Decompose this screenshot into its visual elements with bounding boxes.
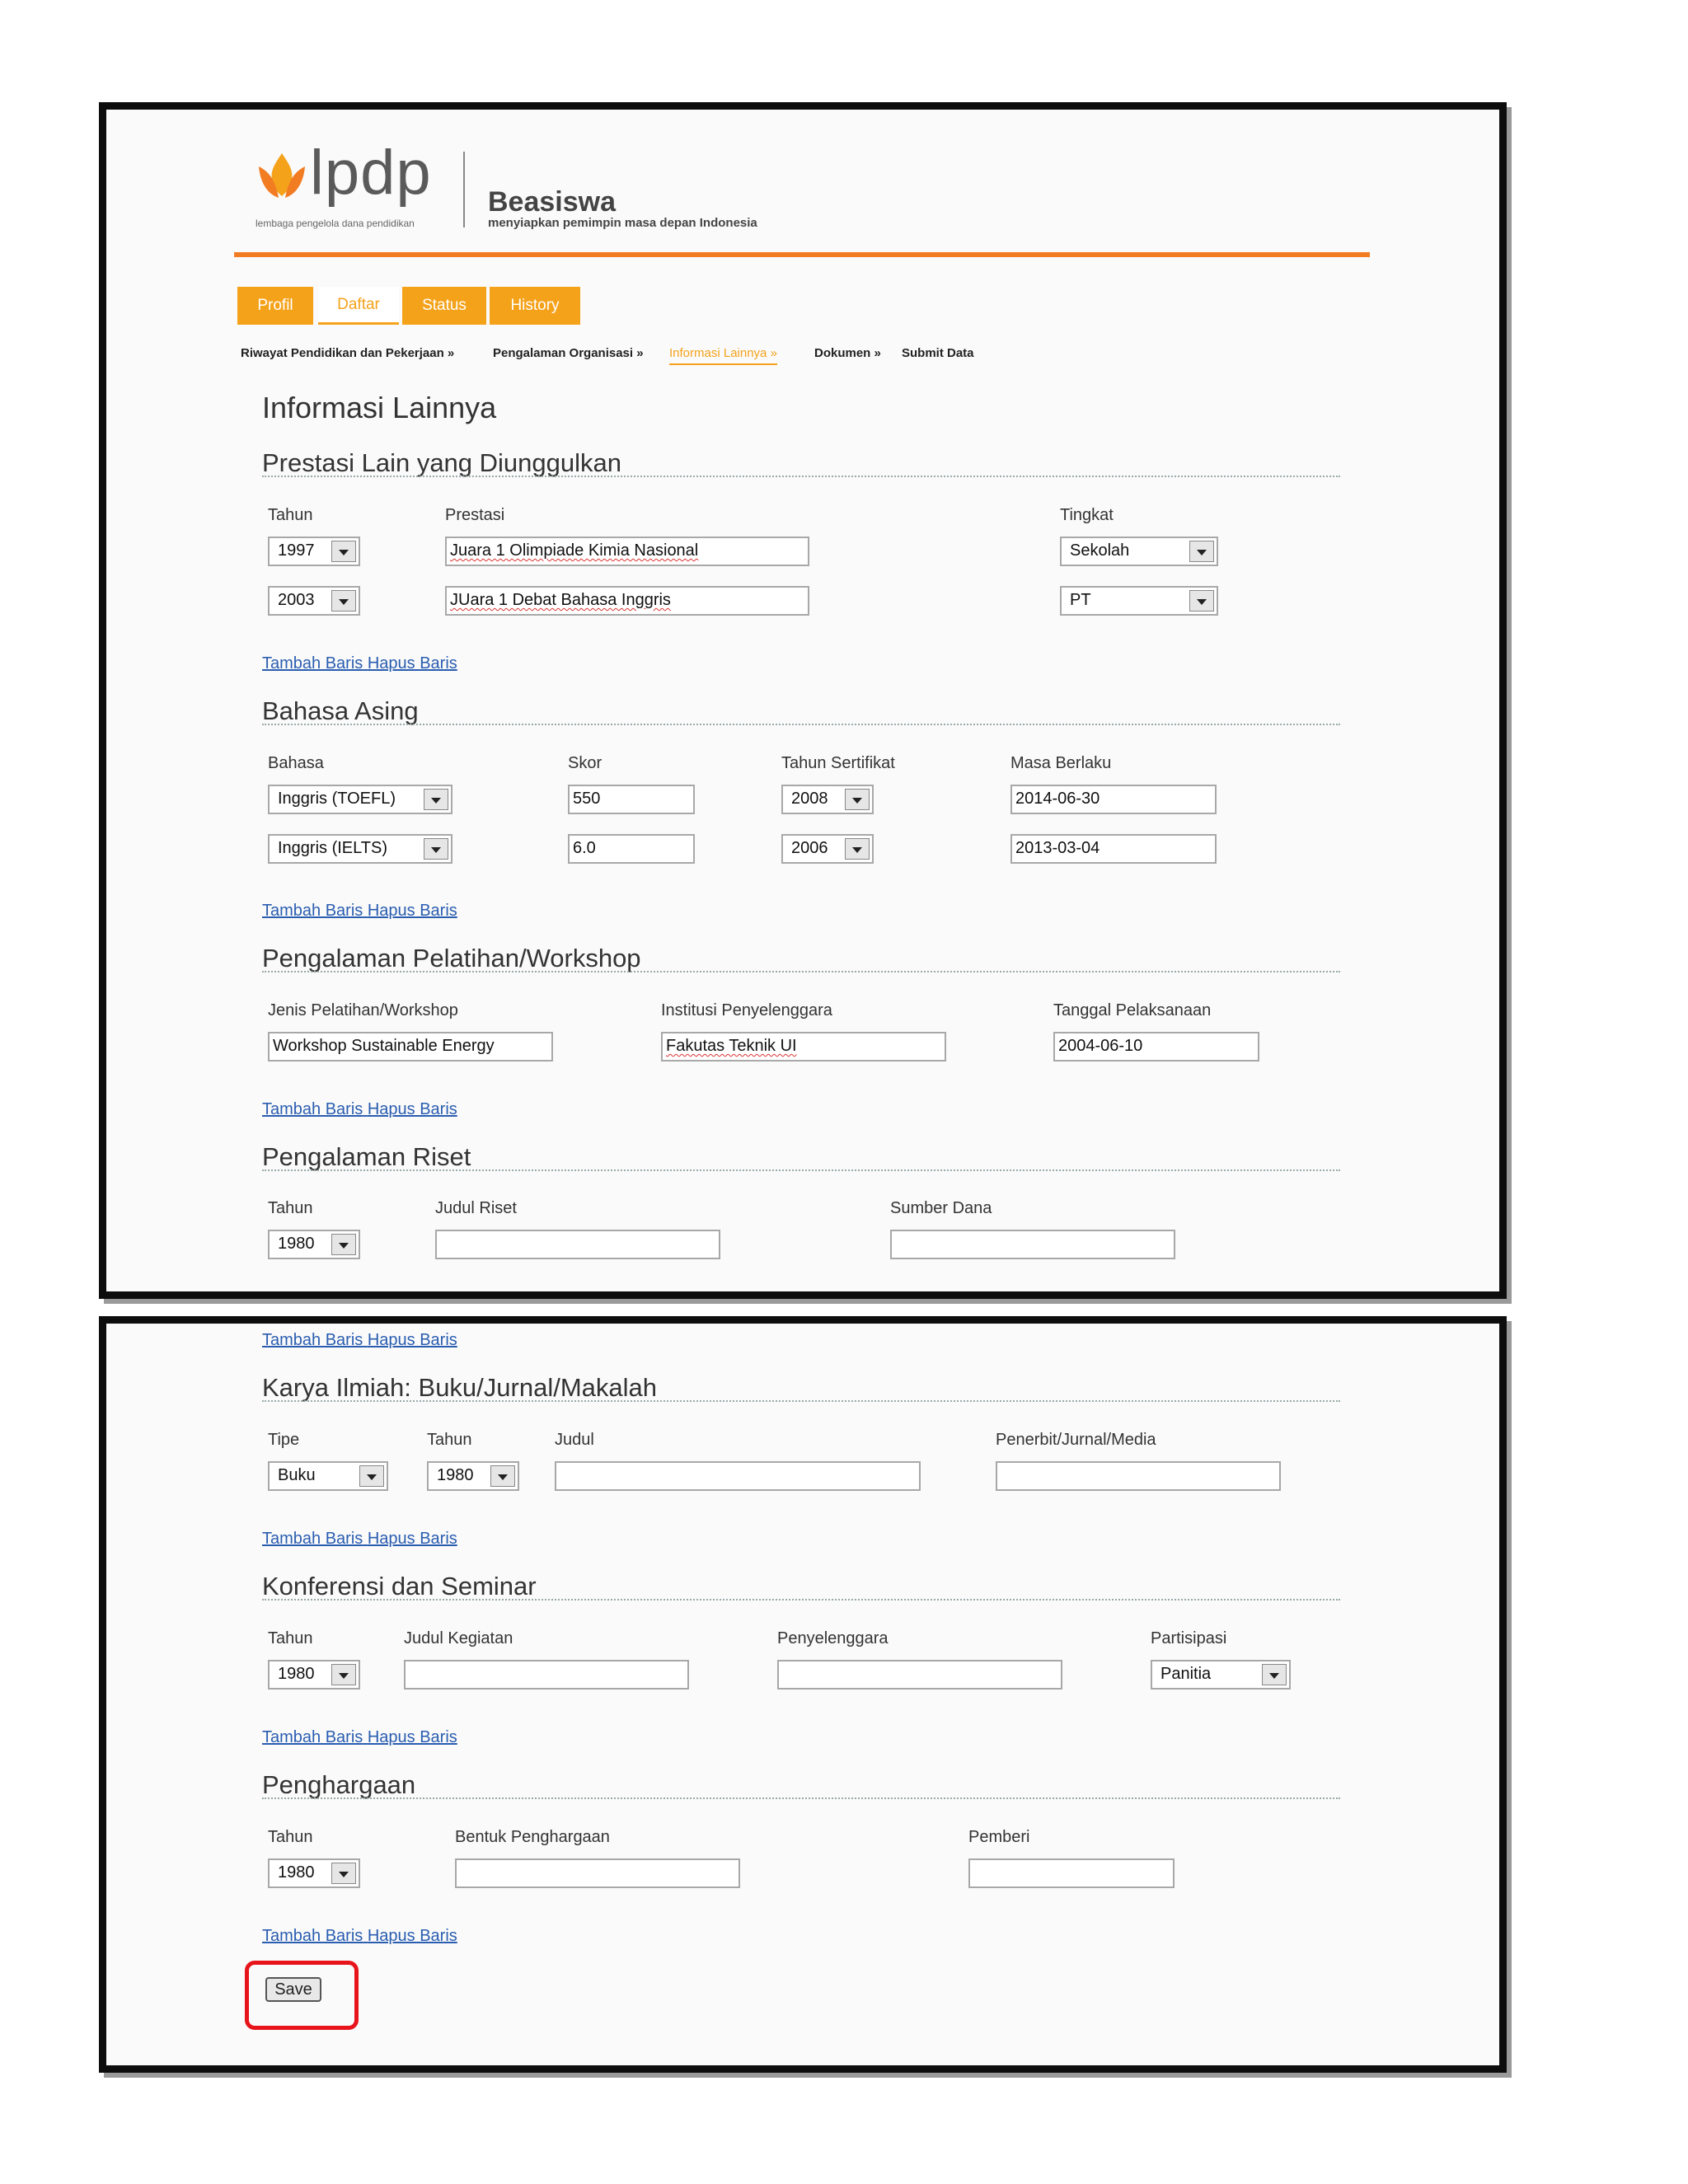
section-title-bahasa: Bahasa Asing <box>262 696 419 725</box>
select-value: 1980 <box>278 1235 315 1253</box>
tambah-baris-link[interactable]: Tambah Baris <box>262 1927 363 1945</box>
institusi-input[interactable] <box>661 1032 946 1062</box>
tab-label: Status <box>422 297 467 314</box>
dropdown-arrow-icon <box>331 1664 356 1685</box>
select-value: Inggris (TOEFL) <box>278 790 396 808</box>
dropdown-arrow-icon <box>1189 590 1214 612</box>
label-masa-berlaku: Masa Berlaku <box>1010 754 1112 772</box>
section-title-pelatihan: Pengalaman Pelatihan/Workshop <box>262 944 641 972</box>
logo-divider <box>463 152 465 227</box>
pelatihan-row-links <box>262 1100 457 1119</box>
masa-berlaku-input-2[interactable] <box>1010 834 1217 864</box>
label-tanggal: Tanggal Pelaksanaan <box>1053 1001 1212 1019</box>
pemberi-input[interactable] <box>968 1858 1175 1888</box>
input-value: 2013-03-04 <box>1015 839 1100 857</box>
tab-label: Daftar <box>337 295 380 313</box>
label-judul: Judul <box>555 1431 594 1449</box>
breadcrumb-informasi-lainnya[interactable]: Informasi Lainnya » <box>669 346 777 365</box>
select-value: Panitia <box>1160 1665 1212 1683</box>
tahun-sertifikat-select-2[interactable] <box>781 834 874 864</box>
bentuk-penghargaan-input[interactable] <box>455 1858 740 1888</box>
prestasi-name-input-2[interactable] <box>445 586 809 616</box>
bahasa-row-links <box>262 902 457 921</box>
save-button[interactable]: Save <box>265 1977 321 2002</box>
label-penerbit: Penerbit/Jurnal/Media <box>996 1431 1156 1449</box>
breadcrumb-submit-data[interactable]: Submit Data <box>902 346 974 360</box>
prestasi-tahun-select-2[interactable] <box>268 586 360 616</box>
section-divider <box>262 1599 1340 1601</box>
page-title: Informasi Lainnya <box>262 391 497 424</box>
input-value: 2004-06-10 <box>1058 1037 1143 1055</box>
breadcrumb-riwayat[interactable]: Riwayat Pendidikan dan Pekerjaan » <box>241 346 455 360</box>
riset-row-links <box>262 1331 457 1350</box>
tahun-sertifikat-select-1[interactable] <box>781 785 874 814</box>
hapus-baris-link[interactable]: Hapus Baris <box>367 1530 457 1548</box>
dropdown-arrow-icon <box>331 1863 356 1884</box>
tab-label: Profil <box>257 297 293 314</box>
select-value: 1997 <box>278 541 315 560</box>
label-judul-kegiatan: Judul Kegiatan <box>404 1629 513 1647</box>
select-value: 2008 <box>791 790 828 808</box>
tab-history[interactable] <box>490 287 580 325</box>
brand-title: Beasiswa <box>488 186 616 218</box>
lpdp-flame-logo-icon <box>252 148 312 208</box>
tab-daftar[interactable] <box>318 287 399 325</box>
section-divider <box>262 1400 1340 1402</box>
tab-status[interactable] <box>402 287 486 325</box>
dropdown-arrow-icon <box>845 789 870 810</box>
prestasi-tahun-select-1[interactable] <box>268 537 360 566</box>
dropdown-arrow-icon <box>1262 1664 1287 1685</box>
select-value: PT <box>1070 591 1091 609</box>
select-value: Buku <box>278 1466 316 1484</box>
label-tahun: Tahun <box>427 1431 472 1449</box>
skor-input-2[interactable] <box>568 834 695 864</box>
input-value: Workshop Sustainable Energy <box>273 1037 495 1055</box>
label-skor: Skor <box>568 754 603 772</box>
label-tahun: Tahun <box>268 1629 313 1647</box>
tambah-baris-link[interactable]: Tambah Baris <box>262 1331 363 1349</box>
breadcrumb-dokumen[interactable]: Dokumen » <box>814 346 881 360</box>
select-value: Inggris (IELTS) <box>278 839 387 857</box>
tambah-baris-link[interactable]: Tambah Baris <box>262 1728 363 1746</box>
label-pemberi: Pemberi <box>968 1828 1030 1846</box>
brand-subtitle: menyiapkan pemimpin masa depan Indonesia <box>488 216 757 230</box>
hapus-baris-link[interactable]: Hapus Baris <box>367 654 457 673</box>
tambah-baris-link[interactable]: Tambah Baris <box>262 1530 363 1548</box>
tambah-baris-link[interactable]: Tambah Baris <box>262 654 363 673</box>
section-title-riset: Pengalaman Riset <box>262 1142 471 1171</box>
select-value: 2003 <box>278 591 315 609</box>
label-institusi: Institusi Penyelenggara <box>661 1001 832 1019</box>
section-title-konferensi: Konferensi dan Seminar <box>262 1572 537 1601</box>
logo-text: lpdp <box>310 138 432 208</box>
dropdown-arrow-icon <box>845 838 870 860</box>
skor-input-1[interactable] <box>568 785 695 814</box>
penyelenggara-input[interactable] <box>777 1660 1062 1690</box>
label-judul-riset: Judul Riset <box>435 1199 517 1217</box>
konferensi-tahun-select[interactable] <box>268 1660 360 1690</box>
label-tipe: Tipe <box>268 1431 300 1449</box>
hapus-baris-link[interactable]: Hapus Baris <box>367 1927 457 1945</box>
label-sumber-dana: Sumber Dana <box>890 1199 992 1217</box>
penghargaan-tahun-select[interactable] <box>268 1858 360 1888</box>
label-partisipasi: Partisipasi <box>1151 1629 1227 1647</box>
tab-label: History <box>510 297 560 314</box>
label-tahun: Tahun <box>268 1828 313 1846</box>
input-value: 550 <box>573 790 601 808</box>
penghargaan-row-links <box>262 1927 457 1946</box>
section-title-prestasi: Prestasi Lain yang Diunggulkan <box>262 448 621 477</box>
input-value: JUara 1 Debat Bahasa Inggris <box>450 591 671 609</box>
label-tahun: Tahun <box>268 506 313 524</box>
karya-row-links <box>262 1530 457 1549</box>
select-value: Sekolah <box>1070 541 1130 560</box>
dropdown-arrow-icon <box>331 590 356 612</box>
section-divider <box>262 1797 1340 1799</box>
riset-tahun-select[interactable] <box>268 1230 360 1259</box>
bahasa-select-2[interactable] <box>268 834 452 864</box>
breadcrumb-organisasi[interactable]: Pengalaman Organisasi » <box>493 346 644 360</box>
prestasi-tingkat-select-2[interactable] <box>1060 586 1218 616</box>
bahasa-select-1[interactable] <box>268 785 452 814</box>
label-bahasa: Bahasa <box>268 754 324 772</box>
select-value: 1980 <box>437 1466 474 1484</box>
header-accent-line <box>234 252 1370 257</box>
label-jenis-pelatihan: Jenis Pelatihan/Workshop <box>268 1001 458 1019</box>
prestasi-tingkat-select-1[interactable] <box>1060 537 1218 566</box>
dropdown-arrow-icon <box>424 789 448 810</box>
screenshot-panel-bottom <box>99 1316 1507 2073</box>
hapus-baris-link[interactable]: Hapus Baris <box>367 1100 457 1118</box>
judul-riset-input[interactable] <box>435 1230 720 1259</box>
label-prestasi: Prestasi <box>445 506 505 524</box>
input-value: 2014-06-30 <box>1015 790 1100 808</box>
section-divider <box>262 971 1340 972</box>
karya-penerbit-input[interactable] <box>996 1461 1281 1491</box>
section-title-karya: Karya Ilmiah: Buku/Jurnal/Makalah <box>262 1373 658 1402</box>
select-value: 1980 <box>278 1863 315 1882</box>
label-penyelenggara: Penyelenggara <box>777 1629 889 1647</box>
hapus-baris-link[interactable]: Hapus Baris <box>367 1331 457 1349</box>
dropdown-arrow-icon <box>1189 541 1214 562</box>
dropdown-arrow-icon <box>359 1465 384 1487</box>
logo-tagline: lembaga pengelola dana pendidikan <box>256 218 415 229</box>
dropdown-arrow-icon <box>331 541 356 562</box>
prestasi-name-input-1[interactable] <box>445 537 809 566</box>
select-value: 1980 <box>278 1665 315 1683</box>
dropdown-arrow-icon <box>490 1465 515 1487</box>
select-value: 2006 <box>791 839 828 857</box>
section-divider <box>262 476 1340 477</box>
jenis-pelatihan-input[interactable] <box>268 1032 553 1062</box>
input-value: Fakutas Teknik UI <box>666 1037 797 1055</box>
dropdown-arrow-icon <box>331 1234 356 1255</box>
tambah-baris-link[interactable]: Tambah Baris <box>262 1100 363 1118</box>
label-tahun: Tahun <box>268 1199 313 1217</box>
label-tahun-sertifikat: Tahun Sertifikat <box>781 754 895 772</box>
karya-tahun-select[interactable] <box>427 1461 519 1491</box>
konferensi-row-links <box>262 1728 457 1747</box>
input-value: 6.0 <box>573 839 596 857</box>
partisipasi-select[interactable] <box>1151 1660 1291 1690</box>
tanggal-input[interactable] <box>1053 1032 1259 1062</box>
judul-kegiatan-input[interactable] <box>404 1660 689 1690</box>
karya-judul-input[interactable] <box>555 1461 921 1491</box>
section-divider <box>262 724 1340 725</box>
label-tingkat: Tingkat <box>1060 506 1114 524</box>
hapus-baris-link[interactable]: Hapus Baris <box>367 902 457 920</box>
masa-berlaku-input-1[interactable] <box>1010 785 1217 814</box>
hapus-baris-link[interactable]: Hapus Baris <box>367 1728 457 1746</box>
dropdown-arrow-icon <box>424 838 448 860</box>
label-bentuk-penghargaan: Bentuk Penghargaan <box>455 1828 610 1846</box>
tambah-baris-link[interactable]: Tambah Baris <box>262 902 363 920</box>
tab-profil[interactable] <box>237 287 313 325</box>
prestasi-row-links <box>262 654 457 673</box>
sumber-dana-input[interactable] <box>890 1230 1175 1259</box>
input-value: Juara 1 Olimpiade Kimia Nasional <box>450 541 699 560</box>
section-title-penghargaan: Penghargaan <box>262 1770 416 1799</box>
section-divider <box>262 1169 1340 1171</box>
karya-tipe-select[interactable] <box>268 1461 388 1491</box>
